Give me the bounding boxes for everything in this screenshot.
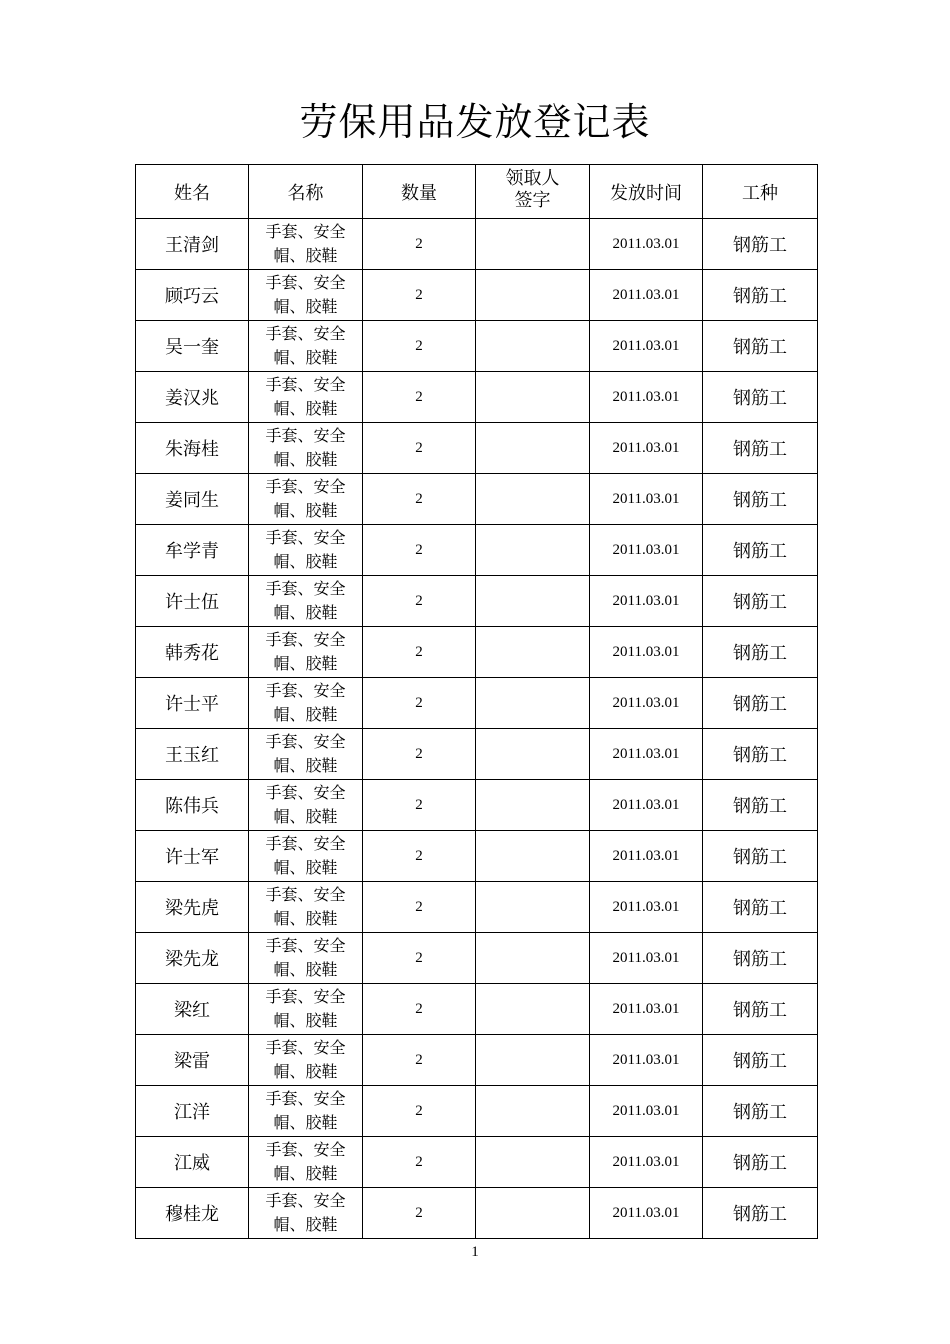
cell-type: 钢筋工 bbox=[703, 372, 818, 423]
cell-qty: 2 bbox=[363, 576, 476, 627]
cell-item bbox=[249, 1086, 363, 1137]
table-row bbox=[136, 627, 818, 678]
header-name: 姓名 bbox=[136, 165, 249, 219]
item-text: 手套、安全帽、胶鞋 bbox=[265, 885, 346, 928]
cell-type: 钢筋工 bbox=[703, 219, 818, 270]
cell-qty: 2 bbox=[363, 780, 476, 831]
cell-date: 2011.03.01 bbox=[590, 1137, 703, 1188]
cell-type: 钢筋工 bbox=[703, 627, 818, 678]
cell-date: 2011.03.01 bbox=[590, 780, 703, 831]
cell-type: 钢筋工 bbox=[703, 525, 818, 576]
table-row bbox=[136, 576, 818, 627]
item-text: 手套、安全帽、胶鞋 bbox=[265, 579, 346, 622]
item-text: 手套、安全帽、胶鞋 bbox=[265, 1191, 346, 1234]
table-row bbox=[136, 882, 818, 933]
cell-item bbox=[249, 423, 363, 474]
cell-date: 2011.03.01 bbox=[590, 1035, 703, 1086]
cell-item bbox=[249, 372, 363, 423]
cell-name: 姜汉兆 bbox=[136, 372, 249, 423]
cell-date: 2011.03.01 bbox=[590, 627, 703, 678]
table-row bbox=[136, 729, 818, 780]
cell-signature bbox=[476, 678, 590, 729]
cell-date: 2011.03.01 bbox=[590, 729, 703, 780]
item-text: 手套、安全帽、胶鞋 bbox=[265, 426, 346, 469]
cell-qty: 2 bbox=[363, 1035, 476, 1086]
cell-type: 钢筋工 bbox=[703, 780, 818, 831]
cell-date: 2011.03.01 bbox=[590, 831, 703, 882]
table-row bbox=[136, 933, 818, 984]
cell-item bbox=[249, 780, 363, 831]
cell-name: 江洋 bbox=[136, 1086, 249, 1137]
cell-signature bbox=[476, 270, 590, 321]
cell-date: 2011.03.01 bbox=[590, 270, 703, 321]
cell-item bbox=[249, 882, 363, 933]
cell-signature bbox=[476, 984, 590, 1035]
table-row bbox=[136, 831, 818, 882]
cell-item bbox=[249, 729, 363, 780]
cell-signature bbox=[476, 372, 590, 423]
item-text: 手套、安全帽、胶鞋 bbox=[265, 375, 346, 418]
cell-date: 2011.03.01 bbox=[590, 525, 703, 576]
cell-signature bbox=[476, 882, 590, 933]
table-header-row bbox=[136, 165, 818, 219]
cell-qty: 2 bbox=[363, 729, 476, 780]
issuance-register-table bbox=[135, 164, 818, 1239]
table-row bbox=[136, 321, 818, 372]
cell-date: 2011.03.01 bbox=[590, 678, 703, 729]
item-text: 手套、安全帽、胶鞋 bbox=[265, 1140, 346, 1183]
cell-type: 钢筋工 bbox=[703, 882, 818, 933]
table-row bbox=[136, 678, 818, 729]
table-row bbox=[136, 474, 818, 525]
item-text: 手套、安全帽、胶鞋 bbox=[265, 834, 346, 877]
cell-type: 钢筋工 bbox=[703, 678, 818, 729]
cell-signature bbox=[476, 1137, 590, 1188]
cell-qty: 2 bbox=[363, 270, 476, 321]
item-text: 手套、安全帽、胶鞋 bbox=[265, 1089, 346, 1132]
cell-type: 钢筋工 bbox=[703, 576, 818, 627]
cell-date: 2011.03.01 bbox=[590, 984, 703, 1035]
cell-item bbox=[249, 627, 363, 678]
table-row bbox=[136, 525, 818, 576]
item-text: 手套、安全帽、胶鞋 bbox=[265, 732, 346, 775]
cell-signature bbox=[476, 933, 590, 984]
cell-date: 2011.03.01 bbox=[590, 882, 703, 933]
cell-signature bbox=[476, 576, 590, 627]
cell-item bbox=[249, 1137, 363, 1188]
cell-item bbox=[249, 219, 363, 270]
cell-qty: 2 bbox=[363, 933, 476, 984]
cell-date: 2011.03.01 bbox=[590, 576, 703, 627]
cell-signature bbox=[476, 627, 590, 678]
item-text: 手套、安全帽、胶鞋 bbox=[265, 222, 346, 265]
header-signature-line1: 领取人 bbox=[505, 167, 560, 189]
cell-name: 顾巧云 bbox=[136, 270, 249, 321]
cell-type: 钢筋工 bbox=[703, 321, 818, 372]
cell-qty: 2 bbox=[363, 1188, 476, 1239]
cell-qty: 2 bbox=[363, 525, 476, 576]
cell-type: 钢筋工 bbox=[703, 831, 818, 882]
cell-name: 陈伟兵 bbox=[136, 780, 249, 831]
cell-name: 梁先虎 bbox=[136, 882, 249, 933]
cell-type: 钢筋工 bbox=[703, 270, 818, 321]
cell-name: 朱海桂 bbox=[136, 423, 249, 474]
item-text: 手套、安全帽、胶鞋 bbox=[265, 324, 346, 367]
item-text: 手套、安全帽、胶鞋 bbox=[265, 1038, 346, 1081]
cell-qty: 2 bbox=[363, 219, 476, 270]
cell-qty: 2 bbox=[363, 831, 476, 882]
cell-signature bbox=[476, 423, 590, 474]
cell-name: 江威 bbox=[136, 1137, 249, 1188]
table-row bbox=[136, 423, 818, 474]
cell-qty: 2 bbox=[363, 882, 476, 933]
item-text: 手套、安全帽、胶鞋 bbox=[265, 630, 346, 673]
cell-type: 钢筋工 bbox=[703, 933, 818, 984]
cell-type: 钢筋工 bbox=[703, 474, 818, 525]
cell-item bbox=[249, 1035, 363, 1086]
cell-date: 2011.03.01 bbox=[590, 321, 703, 372]
table-row bbox=[136, 1137, 818, 1188]
cell-name: 穆桂龙 bbox=[136, 1188, 249, 1239]
cell-signature bbox=[476, 780, 590, 831]
cell-name: 梁红 bbox=[136, 984, 249, 1035]
cell-signature bbox=[476, 525, 590, 576]
cell-item bbox=[249, 270, 363, 321]
cell-name: 牟学青 bbox=[136, 525, 249, 576]
cell-item bbox=[249, 1188, 363, 1239]
item-text: 手套、安全帽、胶鞋 bbox=[265, 273, 346, 316]
header-qty: 数量 bbox=[363, 165, 476, 219]
cell-qty: 2 bbox=[363, 1137, 476, 1188]
cell-name: 吴一奎 bbox=[136, 321, 249, 372]
cell-type: 钢筋工 bbox=[703, 984, 818, 1035]
cell-item bbox=[249, 984, 363, 1035]
cell-item bbox=[249, 525, 363, 576]
cell-type: 钢筋工 bbox=[703, 423, 818, 474]
cell-qty: 2 bbox=[363, 372, 476, 423]
cell-signature bbox=[476, 729, 590, 780]
item-text: 手套、安全帽、胶鞋 bbox=[265, 987, 346, 1030]
cell-qty: 2 bbox=[363, 678, 476, 729]
cell-type: 钢筋工 bbox=[703, 1035, 818, 1086]
cell-item bbox=[249, 831, 363, 882]
table-row bbox=[136, 1188, 818, 1239]
cell-date: 2011.03.01 bbox=[590, 372, 703, 423]
table-row bbox=[136, 270, 818, 321]
cell-qty: 2 bbox=[363, 423, 476, 474]
table-row bbox=[136, 780, 818, 831]
header-date: 发放时间 bbox=[590, 165, 703, 219]
cell-name: 梁先龙 bbox=[136, 933, 249, 984]
item-text: 手套、安全帽、胶鞋 bbox=[265, 936, 346, 979]
cell-name: 许士伍 bbox=[136, 576, 249, 627]
cell-name: 许士军 bbox=[136, 831, 249, 882]
cell-item bbox=[249, 678, 363, 729]
cell-date: 2011.03.01 bbox=[590, 933, 703, 984]
cell-name: 梁雷 bbox=[136, 1035, 249, 1086]
cell-type: 钢筋工 bbox=[703, 1137, 818, 1188]
header-item: 名称 bbox=[249, 165, 363, 219]
cell-qty: 2 bbox=[363, 1086, 476, 1137]
table-row bbox=[136, 219, 818, 270]
cell-item bbox=[249, 576, 363, 627]
item-text: 手套、安全帽、胶鞋 bbox=[265, 783, 346, 826]
table-row bbox=[136, 1086, 818, 1137]
cell-qty: 2 bbox=[363, 474, 476, 525]
page-title: 劳保用品发放登记表 bbox=[299, 100, 651, 144]
cell-name: 韩秀花 bbox=[136, 627, 249, 678]
cell-name: 许士平 bbox=[136, 678, 249, 729]
cell-date: 2011.03.01 bbox=[590, 219, 703, 270]
cell-qty: 2 bbox=[363, 321, 476, 372]
cell-date: 2011.03.01 bbox=[590, 423, 703, 474]
cell-item bbox=[249, 321, 363, 372]
cell-signature bbox=[476, 474, 590, 525]
cell-signature bbox=[476, 1086, 590, 1137]
cell-type: 钢筋工 bbox=[703, 729, 818, 780]
cell-type: 钢筋工 bbox=[703, 1188, 818, 1239]
cell-item bbox=[249, 474, 363, 525]
cell-qty: 2 bbox=[363, 627, 476, 678]
cell-date: 2011.03.01 bbox=[590, 1188, 703, 1239]
cell-signature bbox=[476, 219, 590, 270]
table-body bbox=[136, 219, 818, 1239]
cell-signature bbox=[476, 1188, 590, 1239]
header-signature bbox=[476, 165, 590, 219]
table-row bbox=[136, 1035, 818, 1086]
cell-signature bbox=[476, 831, 590, 882]
table-row bbox=[136, 984, 818, 1035]
item-text: 手套、安全帽、胶鞋 bbox=[265, 528, 346, 571]
cell-date: 2011.03.01 bbox=[590, 474, 703, 525]
item-text: 手套、安全帽、胶鞋 bbox=[265, 477, 346, 520]
cell-signature bbox=[476, 1035, 590, 1086]
cell-name: 姜同生 bbox=[136, 474, 249, 525]
cell-qty: 2 bbox=[363, 984, 476, 1035]
page-number: 1 bbox=[471, 1244, 479, 1260]
cell-name: 王玉红 bbox=[136, 729, 249, 780]
table-row bbox=[136, 372, 818, 423]
cell-name: 王清剑 bbox=[136, 219, 249, 270]
cell-date: 2011.03.01 bbox=[590, 1086, 703, 1137]
item-text: 手套、安全帽、胶鞋 bbox=[265, 681, 346, 724]
cell-type: 钢筋工 bbox=[703, 1086, 818, 1137]
header-type: 工种 bbox=[703, 165, 818, 219]
header-signature-line2: 签字 bbox=[514, 189, 551, 211]
cell-item bbox=[249, 933, 363, 984]
cell-signature bbox=[476, 321, 590, 372]
